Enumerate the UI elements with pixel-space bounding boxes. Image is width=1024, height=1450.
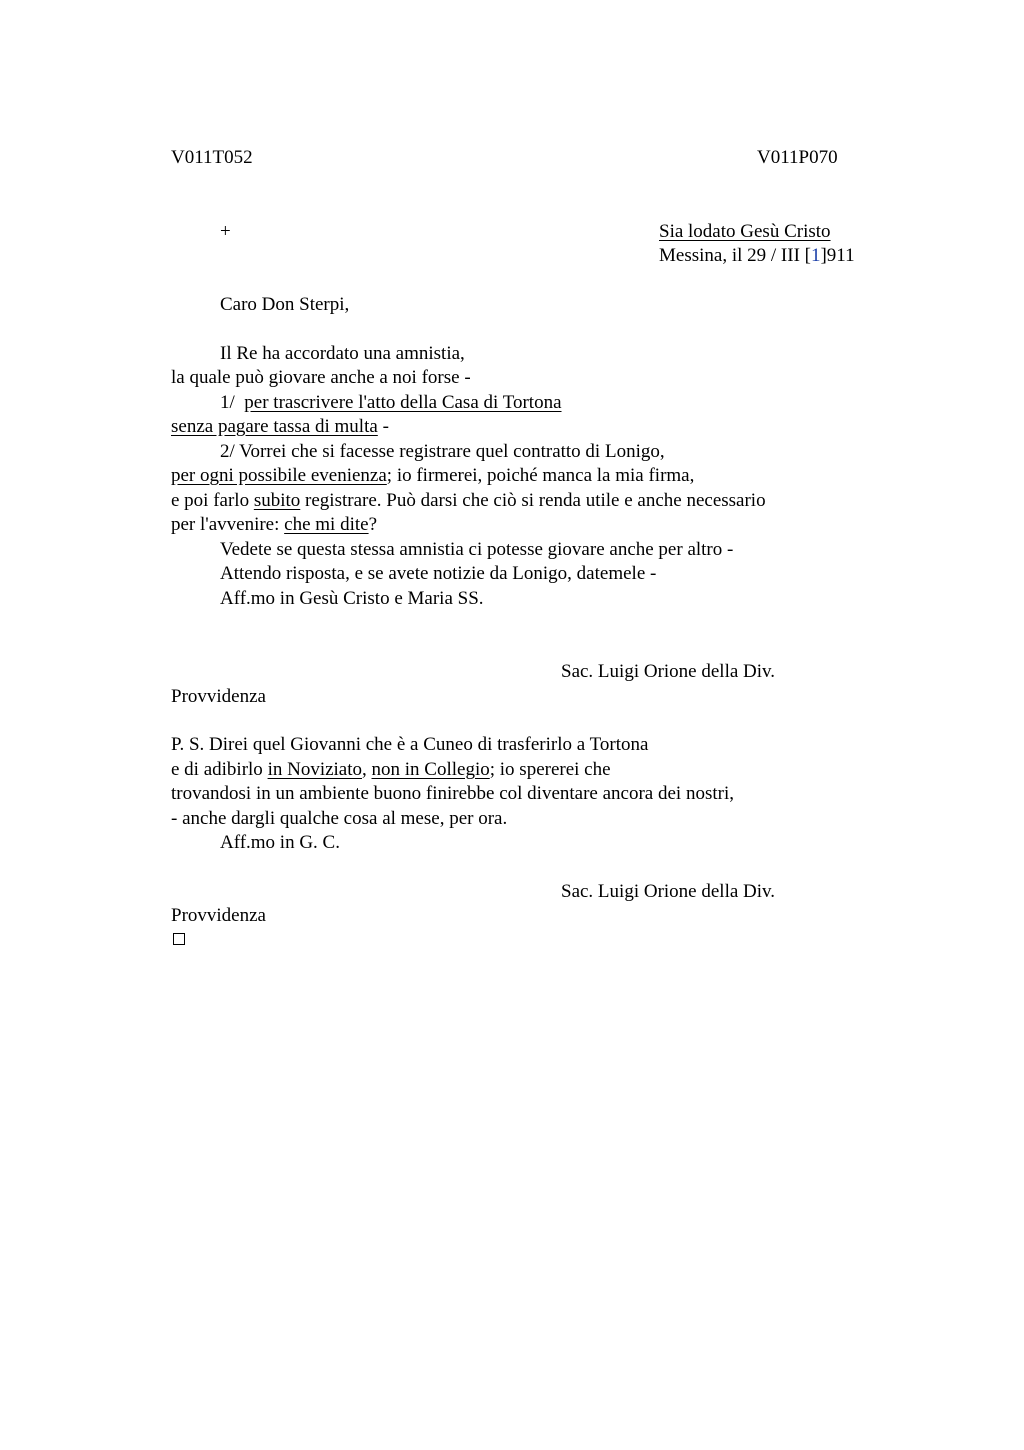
text-fragment: ; io firmerei, poiché manca la mia firma,: [386, 465, 695, 486]
text-fragment: -: [377, 416, 389, 437]
signature-2-line-2: Provvidenza: [171, 905, 266, 926]
underlined-phrase: subito: [253, 490, 301, 511]
underlined-phrase: in Noviziato: [267, 759, 363, 780]
underlined-phrase: che mi dite: [284, 514, 369, 535]
text-fragment: registrare. Può darsi che ciò si renda utile e anche necessario: [300, 490, 766, 511]
body-line-5: 2/ Vorrei che si facesse registrare quel contratto di Lonigo,: [220, 441, 665, 462]
text-fragment: e di adibirlo: [171, 759, 268, 780]
body-line-1: Il Re ha accordato una amnistia,: [220, 343, 465, 364]
body-line-4: [171, 415, 389, 439]
signature-1-line-1: Sac. Luigi Orione della Div.: [561, 661, 776, 682]
body-line-9: Vedete se questa stessa amnistia ci potesse giovare anche per altro -: [220, 539, 734, 560]
body-line-3: [220, 391, 562, 415]
cross-mark: +: [220, 221, 231, 242]
invocation: Sia lodato Gesù Cristo: [659, 221, 831, 242]
signature-1-line-2: Provvidenza: [171, 686, 266, 707]
text-fragment: ,: [362, 759, 372, 780]
postscript-line-3: trovandosi in un ambiente buono finirebbe col diventare ancora dei nostri,: [171, 783, 734, 804]
underlined-phrase: senza pagare tassa di multa: [171, 416, 378, 437]
empty-square-icon: [173, 933, 185, 945]
body-line-6: [171, 464, 694, 488]
item-number-1: 1/: [220, 392, 245, 413]
date-bracket-digit: 1: [810, 245, 821, 266]
underlined-phrase: per ogni possibile evenienza: [171, 465, 387, 486]
body-line-11: Aff.mo in Gesù Cristo e Maria SS.: [220, 588, 484, 609]
postscript-line-1: P. S. Direi quel Giovanni che è a Cuneo di trasferirlo a Tortona: [171, 734, 649, 755]
text-fragment: per l'avvenire:: [171, 514, 285, 535]
body-line-7: [171, 489, 766, 513]
postscript-line-2: [171, 758, 611, 782]
right-document-code: V011P070: [757, 147, 838, 168]
body-line-2: la quale può giovare anche a noi forse -: [171, 367, 471, 388]
underlined-phrase: per trascrivere l'atto della Casa di Tortona: [244, 392, 562, 413]
postscript-line-4: - anche dargli qualche cosa al mese, per ora.: [171, 808, 508, 829]
date-line: [659, 244, 855, 268]
underlined-phrase: non in Collegio: [371, 759, 490, 780]
text-fragment: e poi farlo: [171, 490, 254, 511]
postscript-line-5: Aff.mo in G. C.: [220, 832, 340, 853]
date-prefix: Messina, il 29 / III [: [659, 245, 811, 266]
text-fragment: ?: [368, 514, 378, 535]
body-line-10: Attendo risposta, e se avete notizie da Lonigo, datemele -: [220, 563, 657, 584]
left-document-code: V011T052: [171, 147, 253, 168]
text-fragment: ; io spererei che: [489, 759, 611, 780]
date-suffix: ]911: [820, 245, 855, 266]
body-line-8: [171, 513, 377, 537]
salutation: Caro Don Sterpi,: [220, 294, 350, 315]
signature-2-line-1: Sac. Luigi Orione della Div.: [561, 881, 776, 902]
